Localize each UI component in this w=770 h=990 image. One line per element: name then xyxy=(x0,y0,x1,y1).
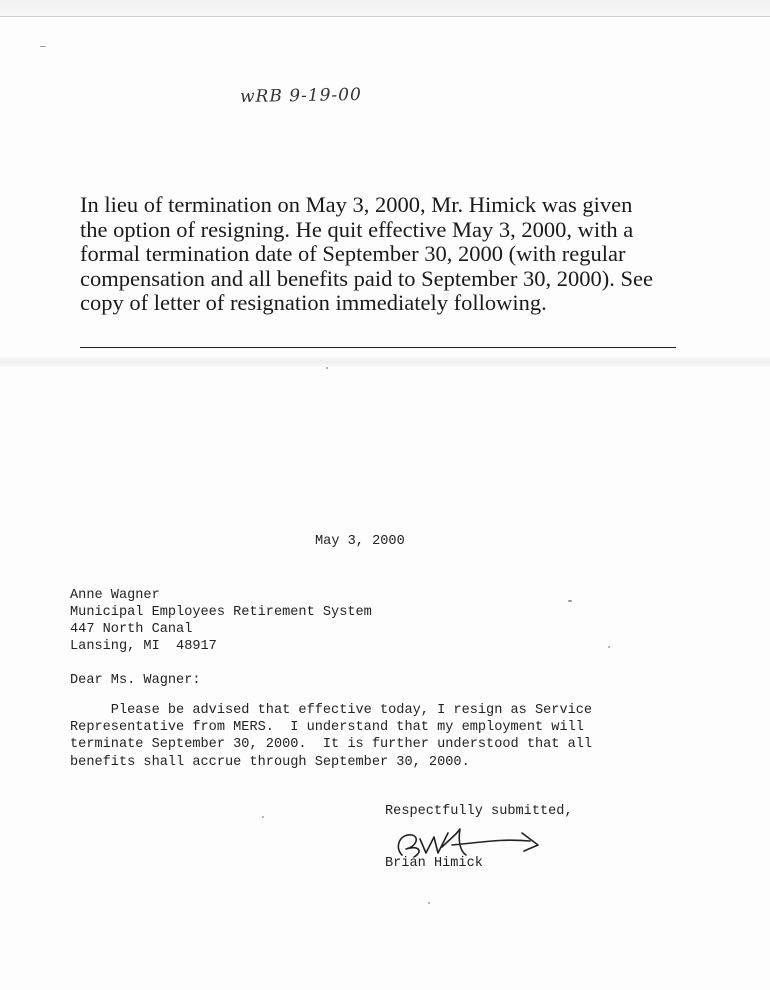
letter-body-line: Representative from MERS. I understand that my employment will xyxy=(70,720,584,736)
memo-line: the option of resigning. He quit effective May 3, 2000, with a xyxy=(80,216,634,242)
memo-line: copy of letter of resignation immediately following. xyxy=(80,290,547,316)
signer-name: Brian Himick xyxy=(385,856,483,871)
recipient-street: 447 North Canal xyxy=(70,622,193,637)
recipient-address xyxy=(70,587,372,655)
letter-body xyxy=(70,702,592,771)
paper-speck xyxy=(40,46,46,47)
memo-line: compensation and all benefits paid to September 30, 2000). See xyxy=(80,265,653,291)
letter-body-line: benefits shall accrue through September 30, 2000. xyxy=(70,754,470,770)
page-top-edge xyxy=(0,0,770,17)
letter-body-line: Please be advised that effective today, I resign as Service xyxy=(70,703,593,718)
memo-note xyxy=(80,193,690,316)
paper-speck xyxy=(262,816,264,818)
letter-body-line: terminate September 30, 2000. It is further understood that all xyxy=(70,737,593,753)
paper-fold xyxy=(0,357,770,367)
paper-speck xyxy=(326,367,328,369)
salutation: Dear Ms. Wagner: xyxy=(70,673,201,688)
recipient-organization: Municipal Employees Retirement System xyxy=(70,605,372,620)
memo-line: formal termination date of September 30, 2000 (with regular xyxy=(80,241,626,267)
handwritten-initials-date: wRB 9-19-00 xyxy=(239,84,362,108)
recipient-city-state-zip: Lansing, MI 48917 xyxy=(70,639,217,654)
closing: Respectfully submitted, xyxy=(385,804,573,819)
letter-date: May 3, 2000 xyxy=(315,534,405,549)
memo-divider-line xyxy=(80,347,676,348)
paper-speck xyxy=(568,600,572,602)
paper-speck xyxy=(428,902,430,904)
memo-line: In lieu of termination on May 3, 2000, Mr. Himick was given xyxy=(80,192,633,217)
recipient-name: Anne Wagner xyxy=(70,588,160,603)
paper-speck xyxy=(608,646,610,648)
